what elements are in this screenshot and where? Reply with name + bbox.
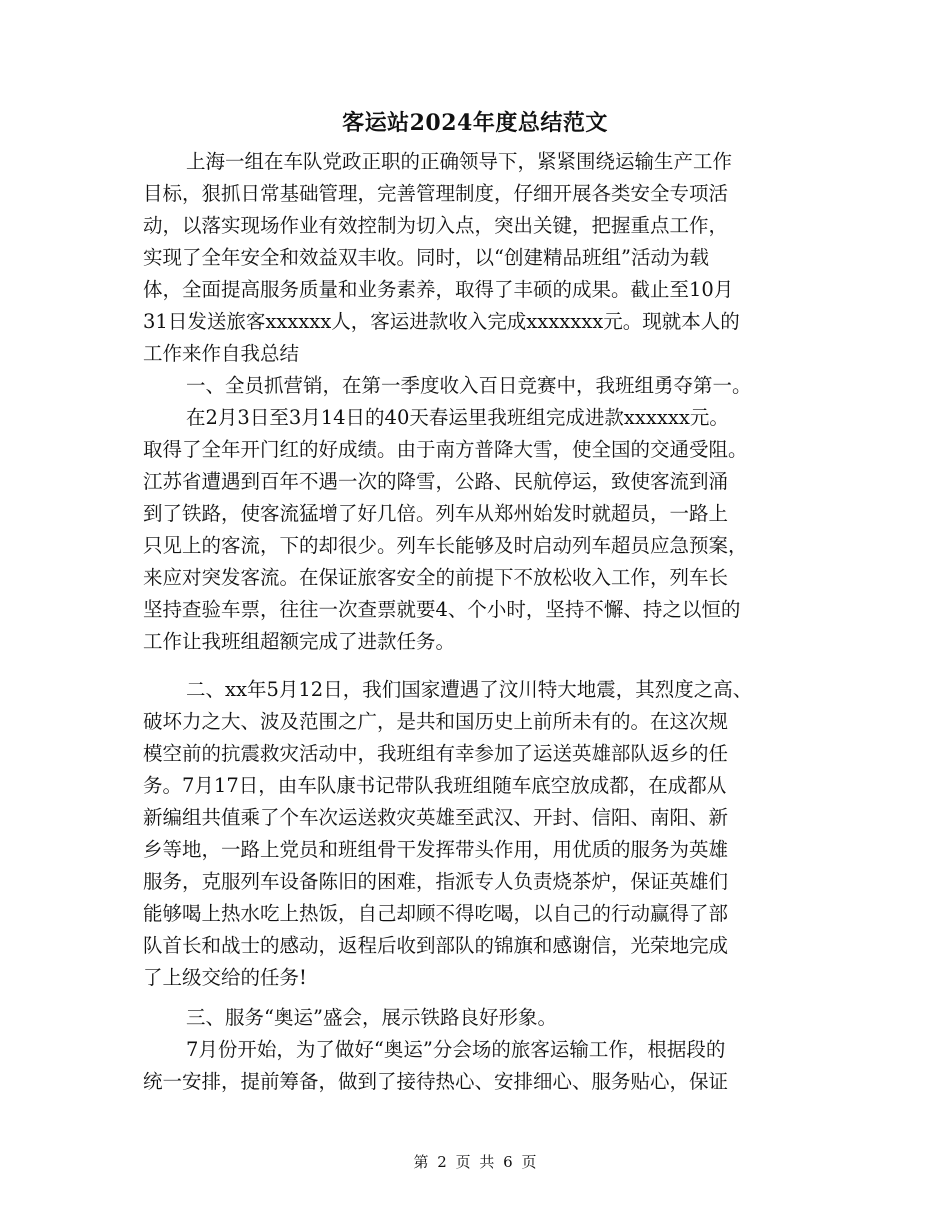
body-line: 工作让我班组超额完成了进款任务。 bbox=[143, 630, 456, 653]
body-line: 江苏省遭遇到百年不遇一次的降雪，公路、民航停运，致使客流到涌 bbox=[143, 470, 729, 493]
section-heading: 二、xx年5月12日，我们国家遭遇了汶川特大地震，其烈度之高、 bbox=[186, 678, 753, 701]
body-line: 到了铁路，使客流猛增了好几倍。列车从郑州始发时就超员，一路上 bbox=[143, 502, 729, 525]
body-line: 体，全面提高服务质量和业务素养，取得了丰硕的成果。截止至10月 bbox=[143, 278, 734, 301]
section-heading: 一、全员抓营销，在第一季度收入百日竞赛中，我班组勇夺第一。 bbox=[186, 374, 752, 397]
body-line: 7月份开始，为了做好“奥运”分会场的旅客运输工作，根据段的 bbox=[186, 1038, 726, 1061]
body-line: 31日发送旅客xxxxxx人，客运进款收入完成xxxxxxx元。现就本人的 bbox=[143, 310, 740, 333]
body-line: 实现了全年安全和效益双丰收。同时，以“创建精品班组”活动为载 bbox=[143, 246, 709, 269]
page-number: 第 2 页 共 6 页 bbox=[413, 1153, 537, 1171]
body-line: 新编组共值乘了个车次运送救灾英雄至武汉、开封、信阳、南阳、新 bbox=[143, 806, 729, 829]
document-title: 客运站2024年度总结范文 bbox=[342, 110, 608, 136]
body-line: 目标，狠抓日常基础管理，完善管理制度，仔细开展各类安全专项活 bbox=[143, 182, 729, 205]
body-line: 能够喝上热水吃上热饭，自己却顾不得吃喝，以自己的行动赢得了部 bbox=[143, 902, 729, 925]
body-line: 队首长和战士的感动，返程后收到部队的锦旗和感谢信，光荣地完成 bbox=[143, 934, 729, 957]
body-line: 乡等地，一路上党员和班组骨干发挥带头作用，用优质的服务为英雄 bbox=[143, 838, 729, 861]
body-line: 服务，克服列车设备陈旧的困难，指派专人负责烧茶炉，保证英雄们 bbox=[143, 870, 729, 893]
body-line: 取得了全年开门红的好成绩。由于南方普降大雪，使全国的交通受阻。 bbox=[143, 438, 748, 461]
body-line: 工作来作自我总结 bbox=[143, 342, 300, 365]
body-line: 动，以落实现场作业有效控制为切入点，突出关键，把握重点工作， bbox=[143, 214, 729, 237]
body-line: 只见上的客流，下的却很少。列车长能够及时启动列车超员应急预案， bbox=[143, 534, 748, 557]
body-line: 了上级交给的任务! bbox=[143, 966, 307, 989]
body-line: 破坏力之大、波及范围之广，是共和国历史上前所未有的。在这次规 bbox=[143, 710, 729, 733]
body-line: 统一安排，提前筹备，做到了接待热心、安排细心、服务贴心，保证 bbox=[143, 1070, 729, 1093]
body-line: 上海一组在车队党政正职的正确领导下，紧紧围绕运输生产工作 bbox=[186, 150, 733, 173]
body-line: 坚持查验车票，往往一次查票就要4、个小时，坚持不懈、持之以恒的 bbox=[143, 598, 741, 621]
section-heading: 三、服务“奥运”盛会，展示铁路良好形象。 bbox=[186, 1006, 557, 1029]
body-line: 来应对突发客流。在保证旅客安全的前提下不放松收入工作，列车长 bbox=[143, 566, 729, 589]
body-line: 模空前的抗震救灾活动中，我班组有幸参加了运送英雄部队返乡的任 bbox=[143, 742, 729, 765]
body-line: 在2月3日至3月14日的40天春运里我班组完成进款xxxxxx元。 bbox=[186, 406, 729, 429]
body-line: 务。7月17日，由车队康书记带队我班组随车底空放成都，在成都从 bbox=[143, 774, 727, 797]
